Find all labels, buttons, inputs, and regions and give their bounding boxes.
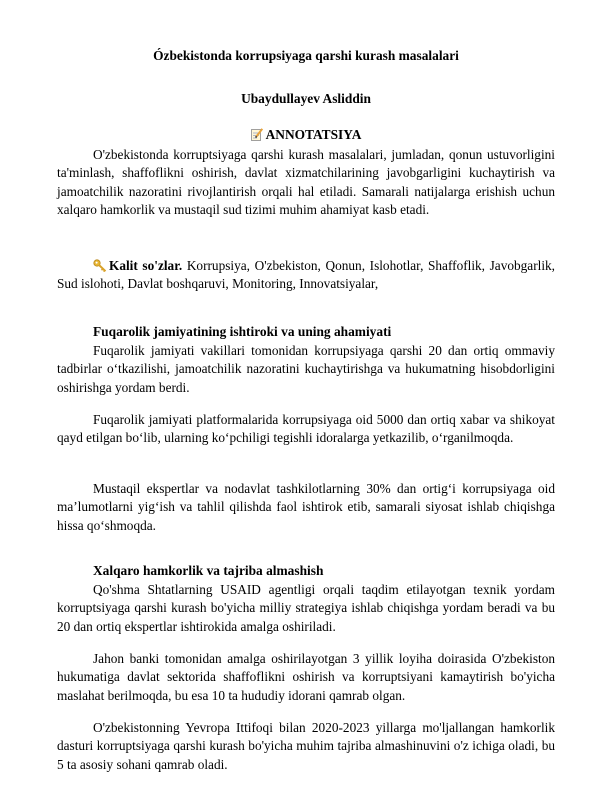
section-heading-civil-society: Fuqarolik jamiyatining ishtiroki va uning ahamiyati [93, 324, 392, 339]
annotation-heading-text: ANNOTATSIYA [265, 127, 362, 142]
memo-icon [251, 128, 263, 141]
author-name: Ubaydullayev Asliddin [241, 91, 371, 106]
section-heading-international: Xalqaro hamkorlik va tajriba almashish [93, 563, 324, 578]
paragraph: Qo'shma Shtatlarning USAID agentligi orqali taqdim etilayotgan texnik yordam korruptsiyaga qarshi kurash bo'yicha milliy strategiya ishlab chiqishga yordam beradi va bu 20 dan ortiq ekspertlar ishtirokida amalga oshiriladi. [57, 582, 555, 634]
paragraph: Mustaqil ekspertlar va nodavlat tashkilotlarning 30% dan ortig‘i korrupsiyaga oid ma’lumotlarni yig‘ish va tahlil qilishda faol ishtirok etib, samarali siyosat ishlab chiqishga hissa qo‘shmoqda. [57, 481, 555, 533]
keywords-paragraph [57, 257, 555, 294]
annotation-text: O'zbekistonda korruptsiyaga qarshi kurash masalalari, jumladan, qonun ustuvorligini ta'minlash, shaffoflikni oshirish, davlat xizmatchilarining javobgarligini kuchaytirish va jamoatchilik nazoratini rivojlantirish orqali hal etiladi. Samarali natijalarga erishish uchun xalqaro hamkorlik va mustaqil sud tizimi muhim ahamiyat kasb etadi. [57, 147, 555, 217]
key-icon [93, 259, 107, 272]
document-title: Ózbekistonda korrupsiyaga qarshi kurash masalalari [153, 48, 459, 63]
paragraph: Jahon banki tomonidan amalga oshirilayotgan 3 yillik loyiha doirasida O'zbekiston hukumatiga davlat sektorida shaffoflikni oshirish va korruptsiyani kamaytirish bo'yicha maslahat berilmoqda, bu esa 10 ta hududiy idorani qamrab olgan. [57, 651, 555, 703]
annotation-heading [0, 127, 612, 143]
keywords-label: Kalit so'zlar. [109, 258, 183, 273]
paragraph: O'zbekistonning Yevropa Ittifoqi bilan 2020-2023 yillarga mo'ljallangan hamkorlik dasturi korruptsiyaga qarshi kurash bo'yicha muhim tajriba almashinuvini o'z ichiga oladi, bu 5 ta asosiy sohani qamrab oladi. [57, 720, 555, 772]
keywords-text: Korrupsiya, O'zbekiston, Qonun, Islohotlar, Shaffoflik, Javobgarlik, Sud islohoti, Davlat boshqaruvi, Monitoring, Innovatsiyalar, [57, 258, 555, 292]
paragraph: Fuqarolik jamiyati vakillari tomonidan korrupsiyaga qarshi 20 dan ortiq ommaviy tadbirlar o‘tkazilishi, jamoatchilik nazoratini kuchaytirishga va hukumatning hisobdorligini oshirishga yordam berdi. [57, 343, 555, 395]
paragraph: Fuqarolik jamiyati platformalarida korrupsiyaga oid 5000 dan ortiq xabar va shikoyat qayd etilgan bo‘lib, ularning ko‘pchiligi tegishli idoralarga yetkazilib, o‘rganilmoqda. [57, 412, 555, 446]
